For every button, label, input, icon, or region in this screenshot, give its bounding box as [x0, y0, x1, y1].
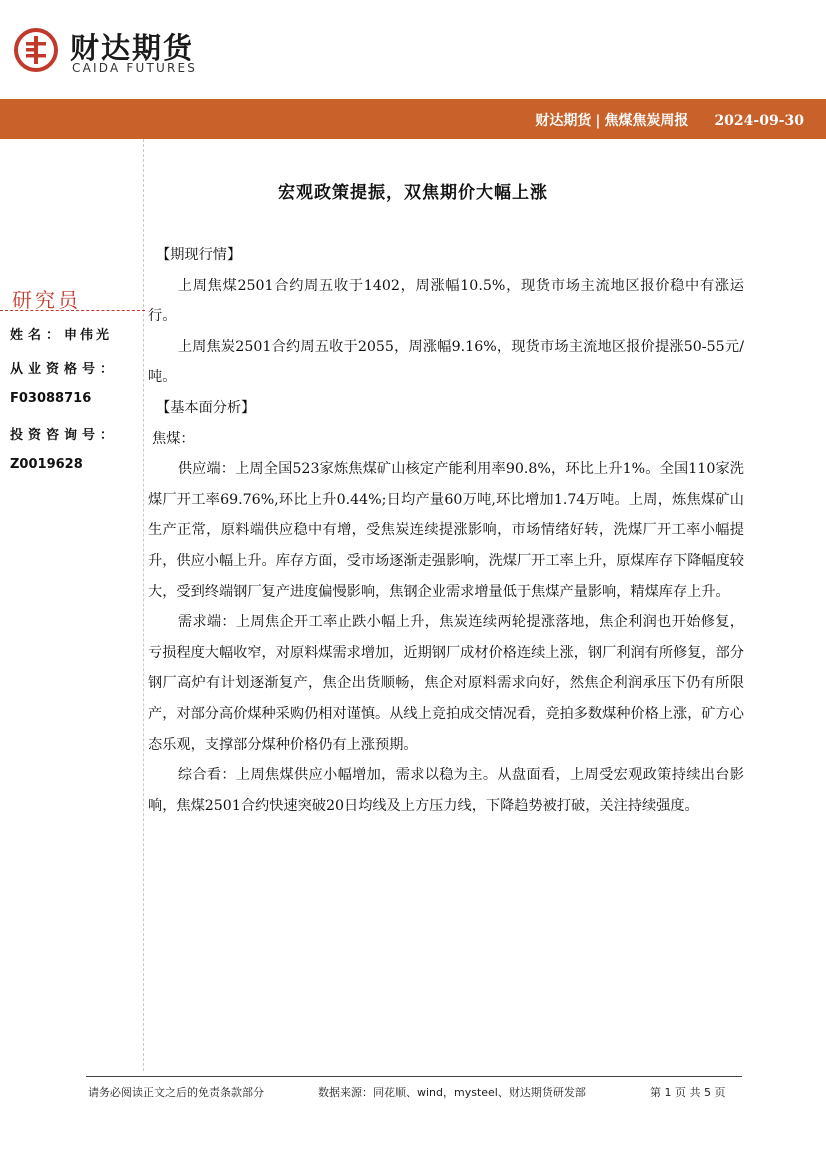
footer-data-source: 数据来源：同花顺、wind，mysteel、财达期货研发部: [318, 1086, 586, 1099]
footer-page-number: 第 1 页 共 5 页: [650, 1086, 726, 1099]
paragraph-supply: 供应端：上周全国523家炼焦煤矿山核定产能利用率90.8%，环比上升1%。全国110家洗煤厂开工率69.76%,环比上升0.44%;日均产量60万吨,环比增加1.74万吨。上周，炼焦煤矿山生产正常，原料端供应稳中有增，受焦炭连续提涨影响，市场情绪好转，洗煤厂开工率小幅提升，供应小幅上升。库存方面，受市场逐渐走强影响，洗煤厂开工率上升，原煤库存下降幅度较大，受到终端钢厂复产进度偏慢影响，焦钢企业需求增量低于焦煤产量影响，精煤库存上升。: [148, 461, 744, 600]
qualification-label: 从业资格号：: [10, 362, 119, 377]
consulting-label: 投资咨询号：: [10, 428, 119, 443]
column-divider: [143, 139, 144, 1071]
header-company: 财达期货: [535, 113, 592, 129]
header-separator: |: [595, 113, 601, 129]
section-heading-fundamental: 【基本面分析】: [156, 399, 256, 416]
brand-name-en: CAIDA FUTURES: [72, 61, 198, 75]
qualification-label-row: [10, 358, 118, 377]
header-report-name: 焦煤焦炭周报: [604, 113, 689, 129]
subheading-coking-coal: 焦煤：: [152, 430, 195, 447]
researcher-heading: 研究员: [12, 288, 81, 312]
header-bar: [0, 99, 826, 139]
footer-divider: [86, 1076, 742, 1077]
brand-logo: [14, 22, 204, 78]
paragraph-coking-coal-futures: 上周焦煤2501合约周五收于1402，周涨幅10.5%，现货市场主流地区报价稳中有涨运行。: [148, 277, 744, 325]
section-heading-market: 【期现行情】: [156, 247, 242, 263]
researcher-name-row: [10, 324, 112, 343]
researcher-name: 申伟光: [64, 328, 113, 343]
consulting-number: Z0019628: [10, 457, 83, 472]
report-body: [148, 240, 744, 821]
researcher-sidebar: [10, 284, 138, 472]
page-title: 宏观政策提振，双焦期价大幅上涨: [278, 183, 548, 203]
paragraph-coke-futures: 上周焦炭2501合约周五收于2055，周涨幅9.16%，现货市场主流地区报价提涨50-55元/吨。: [148, 338, 744, 386]
consulting-label-row: [10, 424, 118, 443]
paragraph-summary: 综合看：上周焦煤供应小幅增加，需求以稳为主。从盘面看，上周受宏观政策持续出台影响，焦煤2501合约快速突破20日均线及上方压力线，下降趋势被打破，关注持续强度。: [148, 767, 744, 814]
name-label: 姓名：: [10, 328, 65, 343]
brand-name-cn: 财达期货: [70, 31, 195, 65]
qualification-number: F03088716: [10, 391, 92, 406]
header-date: 2024-09-30: [714, 113, 804, 129]
caida-logo-icon: [14, 28, 58, 72]
paragraph-demand: 需求端：上周焦企开工率止跌小幅上升，焦炭连续两轮提涨落地，焦企利润也开始修复，亏损程度大幅收窄，对原料煤需求增加，近期钢厂成材价格连续上涨，钢厂利润有所修复，部分钢厂高炉有计划逐渐复产，焦企出货顺畅，焦企对原料需求向好，然焦企利润承压下仍有所限产，对部分高价煤种采购仍相对谨慎。从线上竞拍成交情况看，竞拍多数煤种价格上涨，矿方心态乐观，支撑部分煤种价格仍有上涨预期。: [148, 614, 744, 753]
sidebar-divider: [0, 310, 145, 311]
footer-disclaimer: 请务必阅读正文之后的免责条款部分: [88, 1086, 264, 1099]
header-bar-text: [535, 110, 804, 130]
